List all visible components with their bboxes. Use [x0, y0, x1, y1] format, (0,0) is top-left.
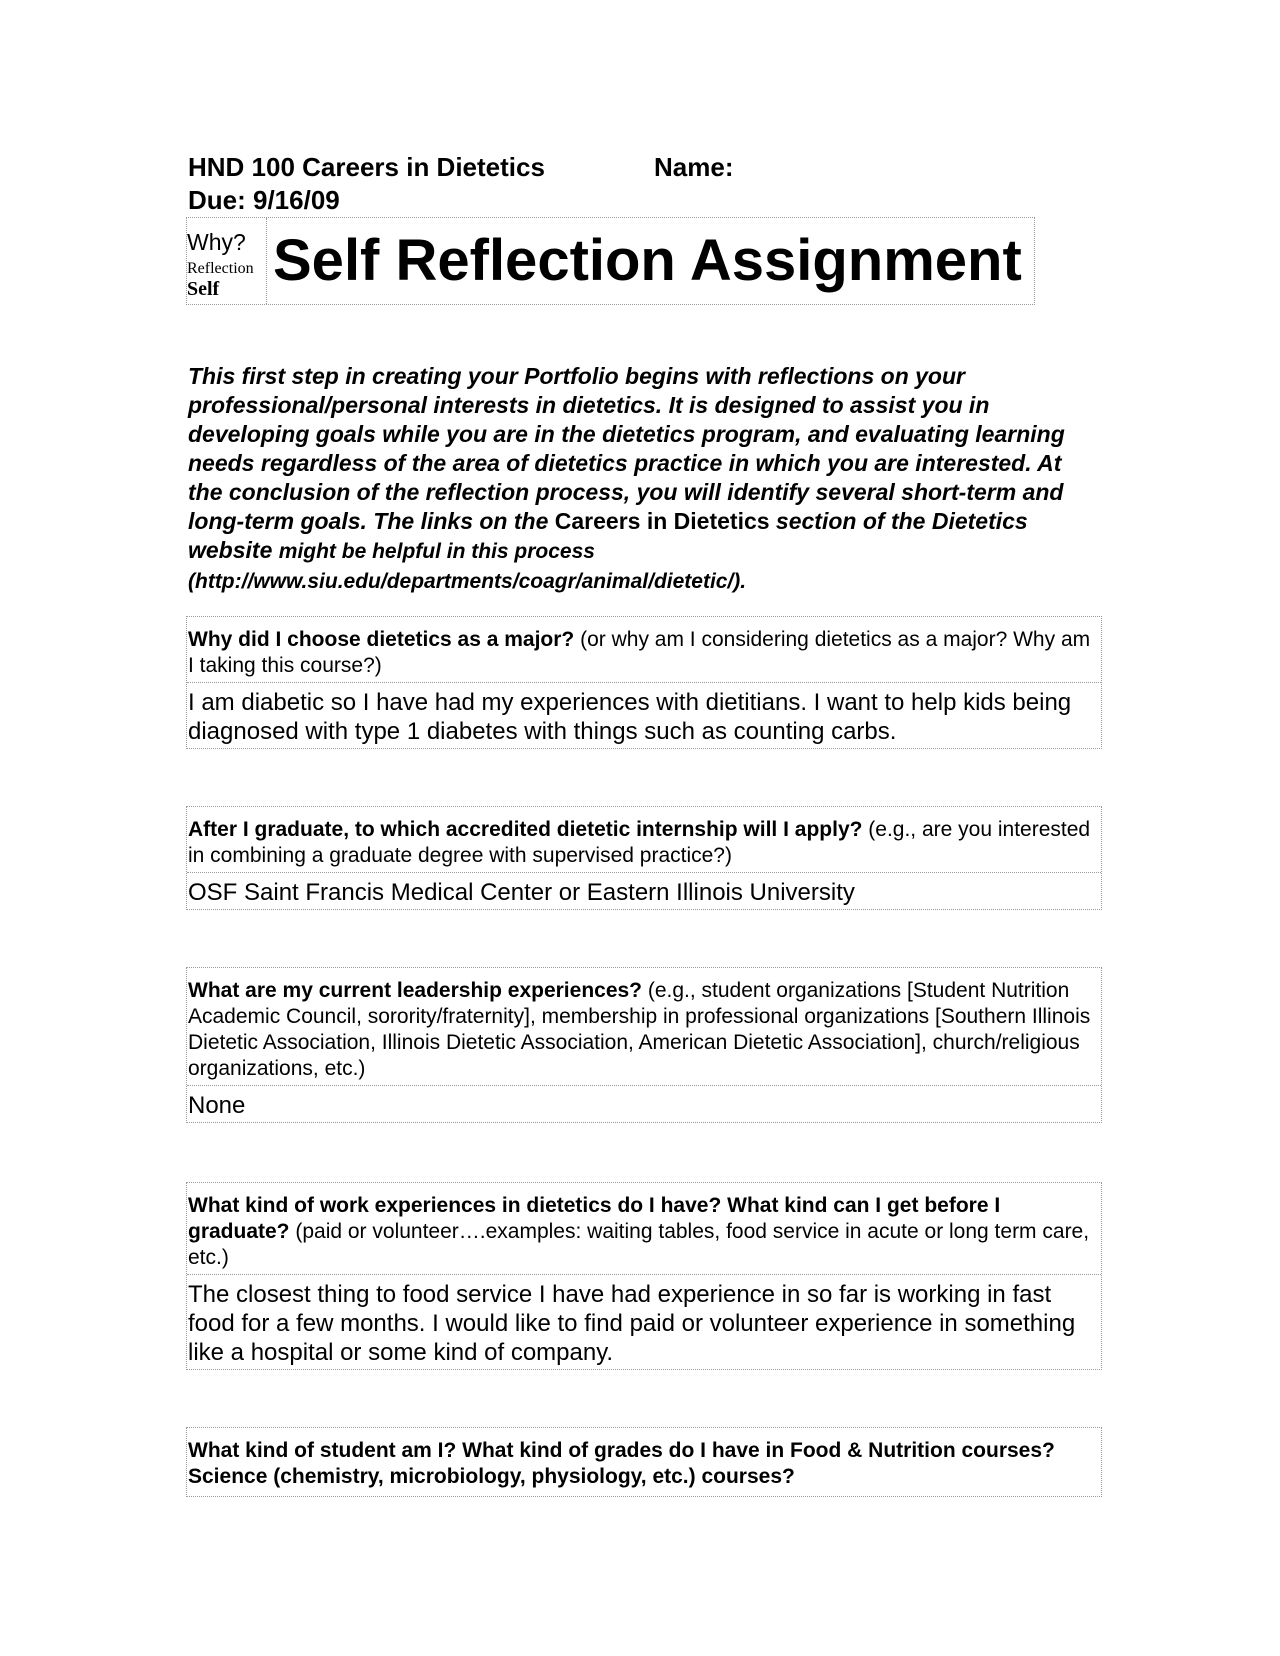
question-hint: (paid or volunteer….examples: waiting tables, food service in acute or long term care, etc.)	[188, 1220, 1090, 1269]
side-self-text: Self	[187, 278, 220, 300]
answer-cell[interactable]: I am diabetic so I have had my experiences with dietitians. I want to help kids being diagnosed with type 1 diabetes with things such as counting carbs.	[188, 689, 1072, 745]
side-why-text: Why?	[187, 229, 246, 255]
intro-text-2: section of the Dietetics website	[188, 508, 1028, 563]
question-hint: (e.g., are you interested in combining a graduate degree with supervised practice?)	[188, 818, 1091, 867]
question-bold: Why did I choose dietetics as a major?	[188, 628, 575, 651]
question-cell	[187, 1428, 1101, 1496]
course-title: HND 100 Careers in Dietetics	[188, 152, 545, 182]
question-bold: What kind of student am I? What kind of grades do I have in Food & Nutrition courses? Science (chemistry, microbiology, physiology, etc.) courses?	[188, 1439, 1055, 1488]
question-hint: (e.g., student organizations [Student Nutrition Academic Council, sorority/fraternity], membership in professional organizations [Southern Illinois Dietetic Association, Illinois Dietetic Association, American Dietetic Association], church/religious organizations, etc.)	[188, 979, 1091, 1080]
question-bold: After I graduate, to which accredited dietetic internship will I apply?	[188, 818, 863, 841]
side-reflection-text: Reflection	[187, 260, 254, 277]
intro-paragraph	[188, 362, 1088, 596]
answer-cell[interactable]: None	[188, 1092, 246, 1119]
question-block-student-type	[186, 1427, 1102, 1497]
name-label: Name:	[654, 152, 734, 182]
intro-text-3: might be helpful in this process (http://www.siu.edu/departments/coagr/animal/dietetic/).	[188, 540, 747, 593]
question-block-work-experience	[186, 1182, 1102, 1370]
intro-text-1: This first step in creating your Portfolio begins with reflections on your professional/personal interests in dietetics. It is designed to assist you in developing goals while you are in the dietetics program, and evaluating learning needs regardless of the area of dietetics practice in which you are interested. At the conclusion of the reflection process, you will identify several short-term and long-term goals. The links on the	[188, 363, 1065, 534]
question-cell	[187, 807, 1101, 873]
question-block-internship	[186, 806, 1102, 910]
title-box	[186, 217, 1035, 305]
question-cell	[187, 617, 1101, 683]
question-hint: (or why am I considering dietetics as a major? Why am I taking this course?)	[188, 628, 1091, 677]
assignment-title: Self Reflection Assignment	[273, 228, 1022, 293]
question-bold: What kind of work experiences in dietetics do I have? What kind can I get before I graduate?	[188, 1194, 1001, 1243]
title-side-cell	[187, 218, 267, 304]
question-cell	[187, 1183, 1101, 1275]
question-cell	[187, 968, 1101, 1086]
careers-in-dietetics-text: Careers in Dietetics	[554, 508, 770, 534]
answer-cell[interactable]: OSF Saint Francis Medical Center or Eastern Illinois University	[188, 879, 855, 906]
question-block-leadership	[186, 967, 1102, 1123]
question-bold: What are my current leadership experiences?	[188, 979, 643, 1002]
due-date: Due: 9/16/09	[188, 185, 340, 215]
question-block-major	[186, 616, 1102, 749]
answer-cell[interactable]: The closest thing to food service I have had experience in so far is working in fast food for a few months. I would like to find paid or volunteer experience in something like a hospital or some kind of company.	[188, 1281, 1076, 1366]
